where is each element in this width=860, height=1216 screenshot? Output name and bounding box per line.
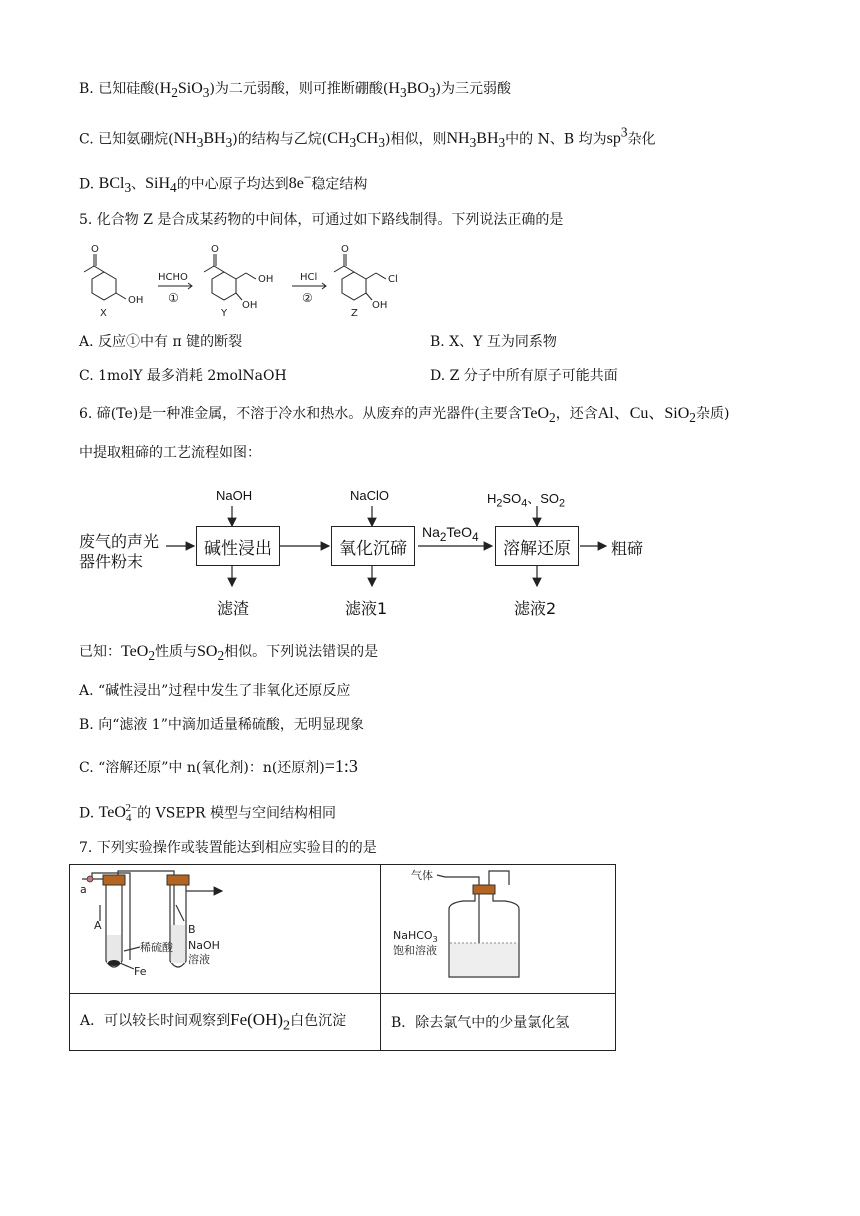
y-ch2oh: OH xyxy=(258,274,274,285)
q4-option-b-text-end: )为三元弱酸 xyxy=(435,81,512,97)
q6-option-d-text-end: 的 VSEPR 模型与空间结构相同 xyxy=(137,805,336,822)
formula-impurities: Al、Cu、SiO$_2$ xyxy=(597,405,696,426)
label-x: X xyxy=(100,308,107,319)
q4-option-d-text: D. xyxy=(79,176,99,193)
flow-reagent-h2so4-so2: $H_2SO_4$、$SO_2$ xyxy=(487,491,566,510)
flow-step-alkaline-leach: 碱性浸出 xyxy=(196,526,280,566)
z-oh: OH xyxy=(372,300,388,311)
q7-cell-a-figure xyxy=(70,865,381,994)
apparatus-b-diagram xyxy=(381,865,615,989)
formula-bcl3: BCl$_3$ xyxy=(98,175,132,196)
q4-option-d-text-end: 稳定结构 xyxy=(311,176,368,193)
q5-option-c: C. 1molY 最多消耗 2molNaOH xyxy=(79,368,287,384)
q6-stem-text-mid: ，还含 xyxy=(555,406,598,422)
q5-reaction-scheme xyxy=(70,240,430,322)
label-naoh: NaOH xyxy=(188,939,220,952)
q6-known-text-end: 相似。下列说法错误的是 xyxy=(224,644,379,660)
formula-so2-known: $SO_2$ xyxy=(196,643,225,664)
formula-8e: 8e− xyxy=(288,170,312,193)
q6-option-b: B. 向“滤液 1”中滴加适量稀硫酸，无明显现象 xyxy=(79,717,364,733)
label-dilute-h2so4: 稀硫酸 xyxy=(140,941,173,954)
q7-cell-b-caption xyxy=(381,994,616,1051)
flow-intermediate-na2teo4: $Na_2TeO_4$ xyxy=(422,524,479,544)
flow-feed-line1: 废气的声光 xyxy=(79,532,160,551)
q7-stem: 7. 下列实验操作或装置能达到相应实验目的的是 xyxy=(79,840,377,856)
label-y: Y xyxy=(221,308,228,319)
flow-feed-line2: 器件粉末 xyxy=(79,552,144,571)
q6-known xyxy=(79,642,378,666)
flow-reagent-naclo: NaClO xyxy=(350,488,390,503)
caption-b-text: B．除去氯气中的少量氯化氢 xyxy=(391,1015,570,1031)
q4-option-b-text: B. 已知硅酸( xyxy=(79,81,160,97)
step-2: ② xyxy=(302,291,313,305)
formula-teo4-2minus: TeO$_4^{2-}$ xyxy=(98,802,138,825)
step-1: ① xyxy=(168,291,179,305)
stopper-wash-bottle xyxy=(473,885,495,894)
q4-option-c-text-mid2: )相似，则 xyxy=(385,131,447,148)
q6-option-c xyxy=(79,756,358,778)
flow-out-filtrate-1: 滤液1 xyxy=(345,599,388,618)
q6-known-text: 已知： xyxy=(79,644,121,660)
formula-fe-oh-2: $Fe(OH)_2$ xyxy=(230,1009,291,1034)
q6-option-d-text: D. xyxy=(79,805,99,822)
q4-option-c xyxy=(79,123,656,154)
q6-stem-line1 xyxy=(79,404,729,428)
q4-option-c-text-mid3: 中的 N、B 均为 xyxy=(505,131,607,148)
q4-option-d xyxy=(79,168,367,199)
wash-bottle-liquid xyxy=(450,943,518,976)
q4-option-d-text-mid1: 、 xyxy=(131,176,146,193)
q6-option-d xyxy=(79,798,336,829)
q7-cell-a-caption xyxy=(70,994,381,1051)
q6-stem-text: 6. 碲(Te)是一种准金属，不溶于冷水和热水。从废弃的声光器件(主要含 xyxy=(79,406,522,422)
label-naoh-solution: 溶液 xyxy=(188,953,210,966)
q7-cell-b-figure xyxy=(381,865,616,994)
z-cl: Cl xyxy=(388,274,398,285)
label-tube-a: A xyxy=(94,919,102,932)
q4-option-b-text-mid: )为二元弱酸，则可推断硼酸( xyxy=(209,81,389,97)
stopper-b xyxy=(167,875,189,885)
x-carbonyl-o: O xyxy=(91,244,99,255)
label-a: a xyxy=(80,883,87,896)
q4-option-c-text-mid1: )的结构与乙烷( xyxy=(232,131,328,148)
formula-teo2: TeO$_2$ xyxy=(521,405,556,426)
label-tube-b: B xyxy=(188,923,196,936)
formula-teo2-known: TeO$_2$ xyxy=(121,643,155,664)
q6-stem-line2: 中提取粗碲的工艺流程如图： xyxy=(79,445,261,461)
formula-sih4: SiH$_4$ xyxy=(145,175,177,196)
y-oh: OH xyxy=(242,300,258,311)
q4-option-c-text: C. 已知氨硼烷( xyxy=(79,131,174,148)
q4-option-c-text-end: 杂化 xyxy=(627,131,656,148)
q6-option-c-ratio: =1:3 xyxy=(324,756,358,776)
clamp-a xyxy=(87,876,93,882)
stopper-a xyxy=(103,875,125,885)
label-nahco3: NaHCO$_3$ xyxy=(393,929,438,944)
caption-a-text: A．可以较长时间观察到 xyxy=(80,1012,231,1029)
caption-a-text-end: 白色沉淀 xyxy=(290,1012,347,1029)
reagent-hcl: HCl xyxy=(300,272,318,283)
flow-step-dissolve-reduce: 溶解还原 xyxy=(495,526,579,566)
q6-option-a: A. “碱性浸出”过程中发生了非氧化还原反应 xyxy=(79,683,351,699)
formula-sp3: $sp^3$ xyxy=(606,125,628,148)
formula-nh3bh3-2: $NH_3BH_3$ xyxy=(446,130,506,151)
q4-option-b xyxy=(79,79,511,103)
flow-step-oxidize-precipitate: 氧化沉碲 xyxy=(331,526,415,566)
formula-nh3bh3: $NH_3BH_3$ xyxy=(173,130,233,151)
label-saturated-solution: 饱和溶液 xyxy=(393,944,437,957)
q5-stem: 5. 化合物 Z 是合成某药物的中间体，可通过如下路线制得。下列说法正确的是 xyxy=(79,212,564,228)
formula-h2sio3: $H_2SiO_3$ xyxy=(159,80,210,101)
flow-reagent-naoh: NaOH xyxy=(216,488,253,503)
flow-product-crude-te: 粗碲 xyxy=(611,539,644,558)
q6-known-text-mid: 性质与 xyxy=(154,644,197,660)
flow-out-residue: 滤渣 xyxy=(217,599,250,618)
apparatus-a-diagram xyxy=(70,865,380,989)
iron-particles xyxy=(108,960,120,966)
label-fe: Fe xyxy=(134,965,147,978)
flow-out-filtrate-2: 滤液2 xyxy=(514,599,557,618)
q5-option-d: D. Z 分子中所有原子可能共面 xyxy=(430,368,618,384)
label-gas: 气体 xyxy=(411,869,433,882)
q7-options-table xyxy=(69,864,616,1051)
q4-option-d-text-mid2: 的中心原子均达到 xyxy=(176,176,289,193)
q6-stem-text-end: 杂质) xyxy=(695,406,730,422)
q5-option-b: B. X、Y 互为同系物 xyxy=(430,334,557,350)
formula-h3bo3: $H_3BO_3$ xyxy=(388,80,436,101)
q6-option-c-text: C. “溶解还原”中 n(氧化剂)：n(还原剂) xyxy=(79,760,325,776)
reagent-hcho: HCHO xyxy=(158,272,188,283)
z-carbonyl-o: O xyxy=(341,244,349,255)
y-carbonyl-o: O xyxy=(211,244,219,255)
formula-ch3ch3: $CH_3CH_3$ xyxy=(327,130,386,151)
q5-option-a: A. 反应①中有 π 键的断裂 xyxy=(79,334,243,350)
label-z: Z xyxy=(351,308,358,319)
x-oh: OH xyxy=(128,295,144,306)
